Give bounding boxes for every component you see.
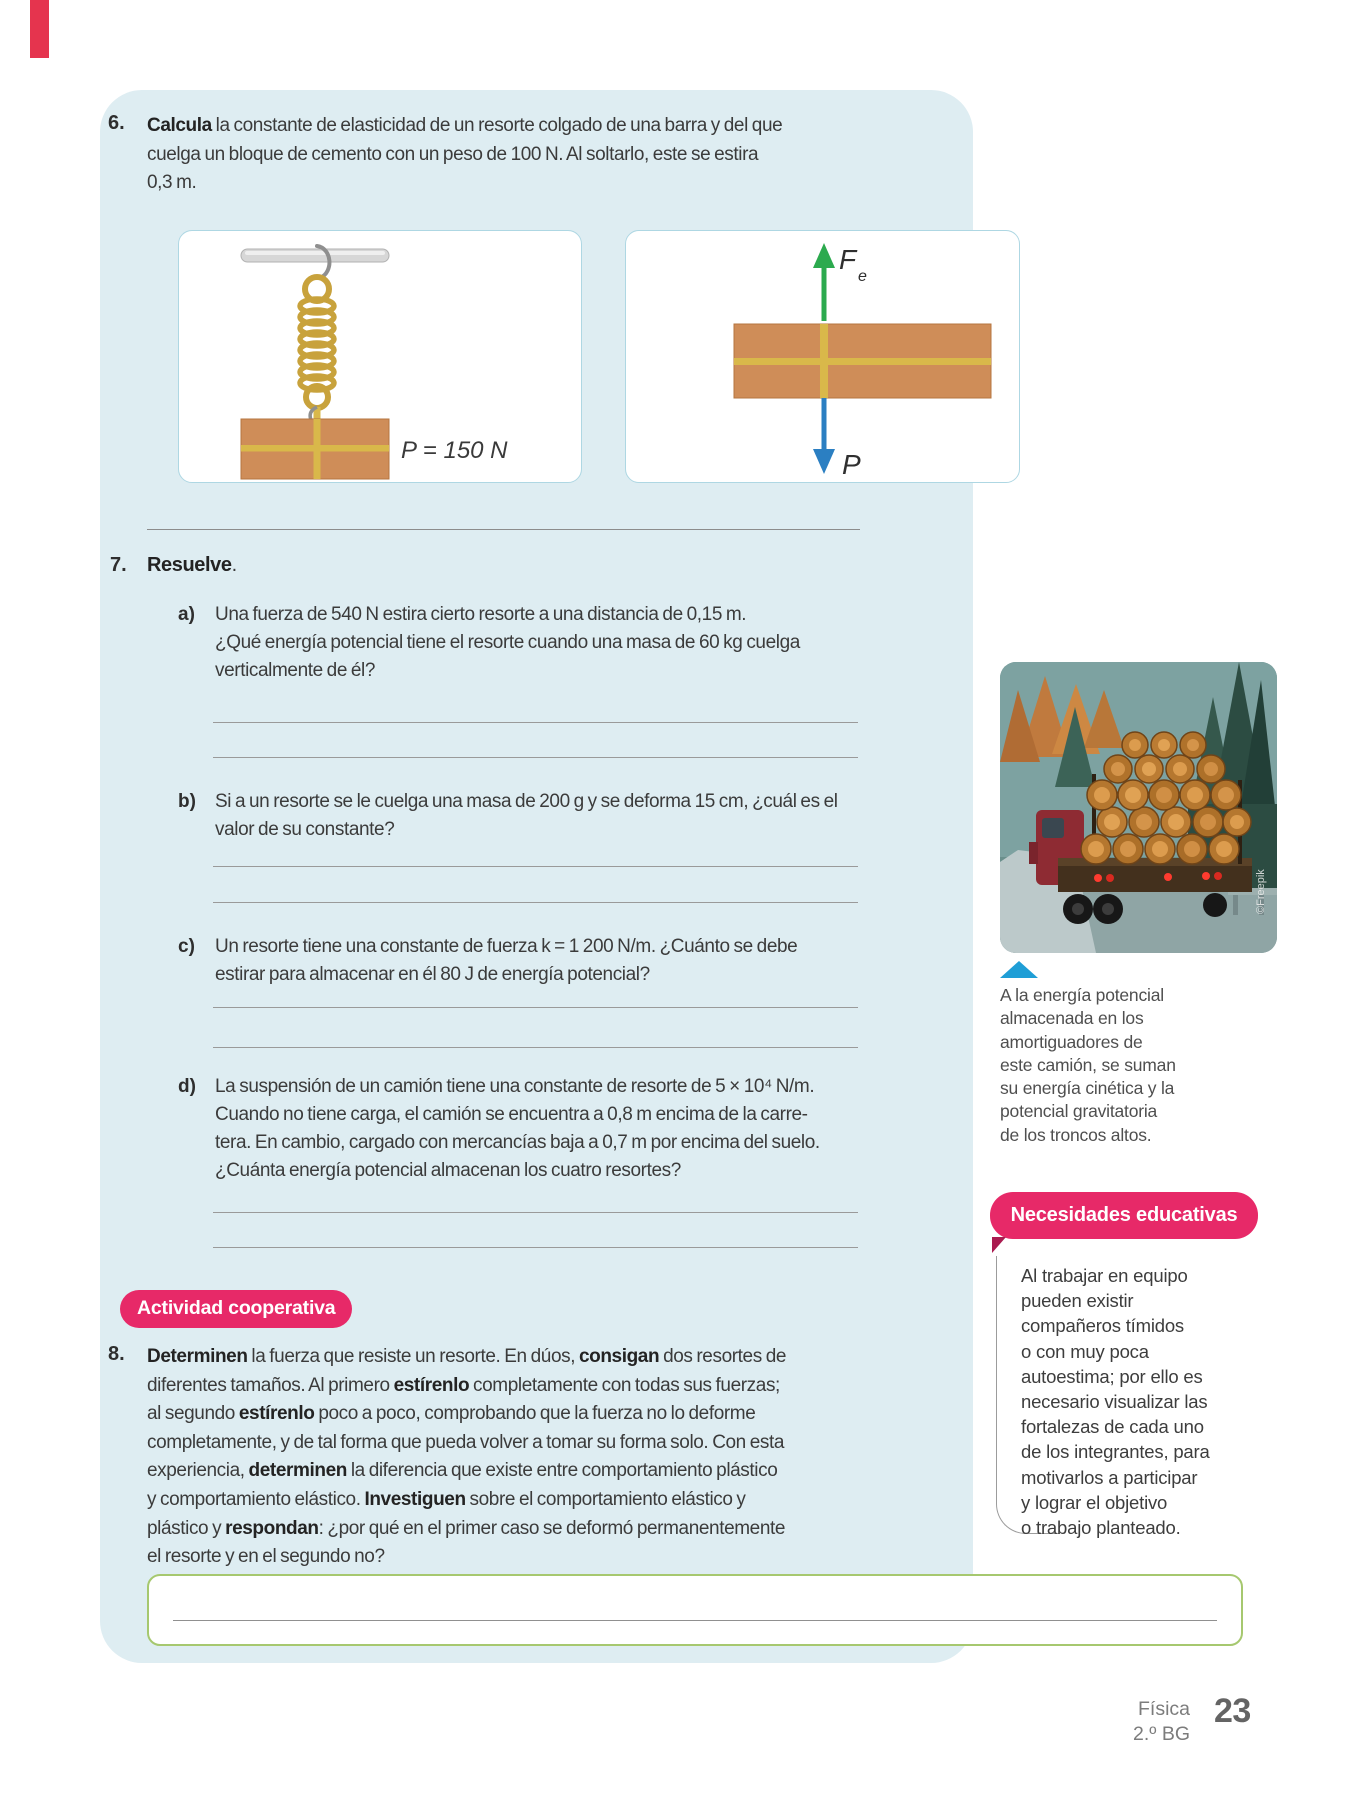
block-strap-horizontal	[734, 358, 991, 365]
photo-caption: A la energía potencial almacenada en los amortiguadores de este camión, se suman su energía cinética y la potencial gravitatoria de los troncos altos.	[1000, 985, 1176, 1145]
item-d-label: d)	[178, 1076, 196, 1097]
exercise-7c	[178, 933, 868, 989]
elastic-force-arrowhead	[813, 243, 835, 268]
answer-box	[147, 1574, 1243, 1646]
item-b-text: Si a un resorte se le cuelga una masa de 200 g y se deforma 15 cm, ¿cuál es el valor de su constante?	[215, 791, 838, 840]
weight-arrowhead	[813, 449, 835, 474]
chapter-color-tab	[30, 0, 49, 58]
footer-grade: 2.º BG	[1133, 1722, 1190, 1745]
exercise-7-number: 7.	[110, 554, 127, 576]
answer-line	[213, 1212, 858, 1213]
exercise-6-text: Calcula la constante de elasticidad de un resorte colgado de una barra y del que cuelga un bloque de cemento con un peso de 100 N. Al soltarlo, este se estira 0,3 m.	[147, 115, 783, 194]
exercise-8-text: Determinen la fuerza que resiste un resorte. En dúos, consigan dos resortes de diferentes tamaños. Al primero estírenlo completamente con todas sus fuerzas; al segundo estírenlo poco a poco, comprobando que la fuerza no lo deforme completamente, y de tal forma que pueda volver a tomar su forma solo. Con esta experiencia, determinen la diferencia que existe entre comportamiento plástico y comportamiento elástico. Investiguen sobre el comportamiento elástico y plástico y respondan: ¿por qué en el primer caso se deformó permanentemente el resorte y en el segundo no?	[147, 1346, 787, 1568]
exercise-8-number: 8.	[108, 1343, 125, 1365]
answer-line	[173, 1620, 1217, 1621]
footer-subject-name: Física	[1137, 1698, 1190, 1720]
spring-block-diagram	[179, 231, 582, 483]
answer-line	[213, 866, 858, 867]
page-number: 23	[1214, 1692, 1251, 1730]
exercise-6	[108, 112, 868, 198]
answer-line	[213, 1007, 858, 1008]
educational-needs-badge: Necesidades educativas	[990, 1192, 1258, 1239]
answer-line	[213, 757, 858, 758]
exercise-7d	[178, 1073, 868, 1185]
exercise-7a	[178, 601, 868, 685]
truck-photo	[1000, 662, 1277, 953]
exercise-7b	[178, 788, 868, 844]
item-a-label: a)	[178, 604, 195, 625]
item-d-text: La suspensión de un camión tiene una constante de resorte de 5 × 10⁴ N/m. Cuando no tiene carga, el camión se encuentra a 0,8 m encima de la carre- tera. En cambio, cargado con mercancías baja a 0,7 m por encima del suelo. ¿Cuánta energía potencial almacenan los cuatro resortes?	[215, 1076, 820, 1181]
weight-label: P	[842, 449, 861, 480]
exercise-7-title: Resuelve.	[147, 554, 237, 576]
exercise-7-header	[110, 554, 510, 577]
cooperative-activity-badge-label: Actividad cooperativa	[120, 1290, 352, 1328]
item-a-text: Una fuerza de 540 N estira cierto resorte a una distancia de 0,15 m. ¿Qué energía potencial tiene el resorte cuando una masa de 60 kg cuelga verticalmente de él?	[215, 604, 800, 681]
item-c-text: Un resorte tiene una constante de fuerza k = 1 200 N/m. ¿Cuánto se debe estirar para almacenar en él 80 J de energía potencial?	[215, 936, 798, 985]
answer-line	[213, 902, 858, 903]
badge-tail	[992, 1237, 1006, 1253]
figure-force-block	[625, 230, 1020, 483]
cooperative-activity-badge	[120, 1290, 352, 1328]
support-bar-highlight	[245, 251, 385, 255]
exercise-8	[108, 1343, 874, 1572]
section-divider	[147, 529, 860, 530]
block-strap-horizontal	[241, 445, 389, 452]
spring-coil	[300, 299, 334, 390]
item-b-label: b)	[178, 791, 196, 812]
answer-line	[213, 1047, 858, 1048]
photo-credit: ©Freepik	[1255, 869, 1267, 914]
weight-label: P = 150 N	[401, 437, 508, 464]
footer-subject	[1098, 1697, 1190, 1746]
exercise-6-number: 6.	[108, 112, 125, 134]
truck-logs-illustration	[1000, 662, 1277, 953]
figure-spring-block	[178, 230, 582, 483]
caption-arrow-icon	[1000, 961, 1038, 978]
item-c-label: c)	[178, 936, 195, 957]
elastic-force-label: F	[839, 244, 857, 275]
force-diagram	[626, 231, 1020, 483]
answer-line	[213, 1247, 858, 1248]
support-bar	[241, 249, 389, 262]
educational-needs-text: Al trabajar en equipo pueden existir compañeros tímidos o con muy poca autoestima; por ello es necesario visualizar las fortalezas de cada uno de los integrantes, para motivarlos a participar y lograr el objetivo o trabajo planteado.	[1021, 1265, 1210, 1539]
elastic-force-subscript: e	[858, 268, 867, 285]
answer-line	[213, 722, 858, 723]
